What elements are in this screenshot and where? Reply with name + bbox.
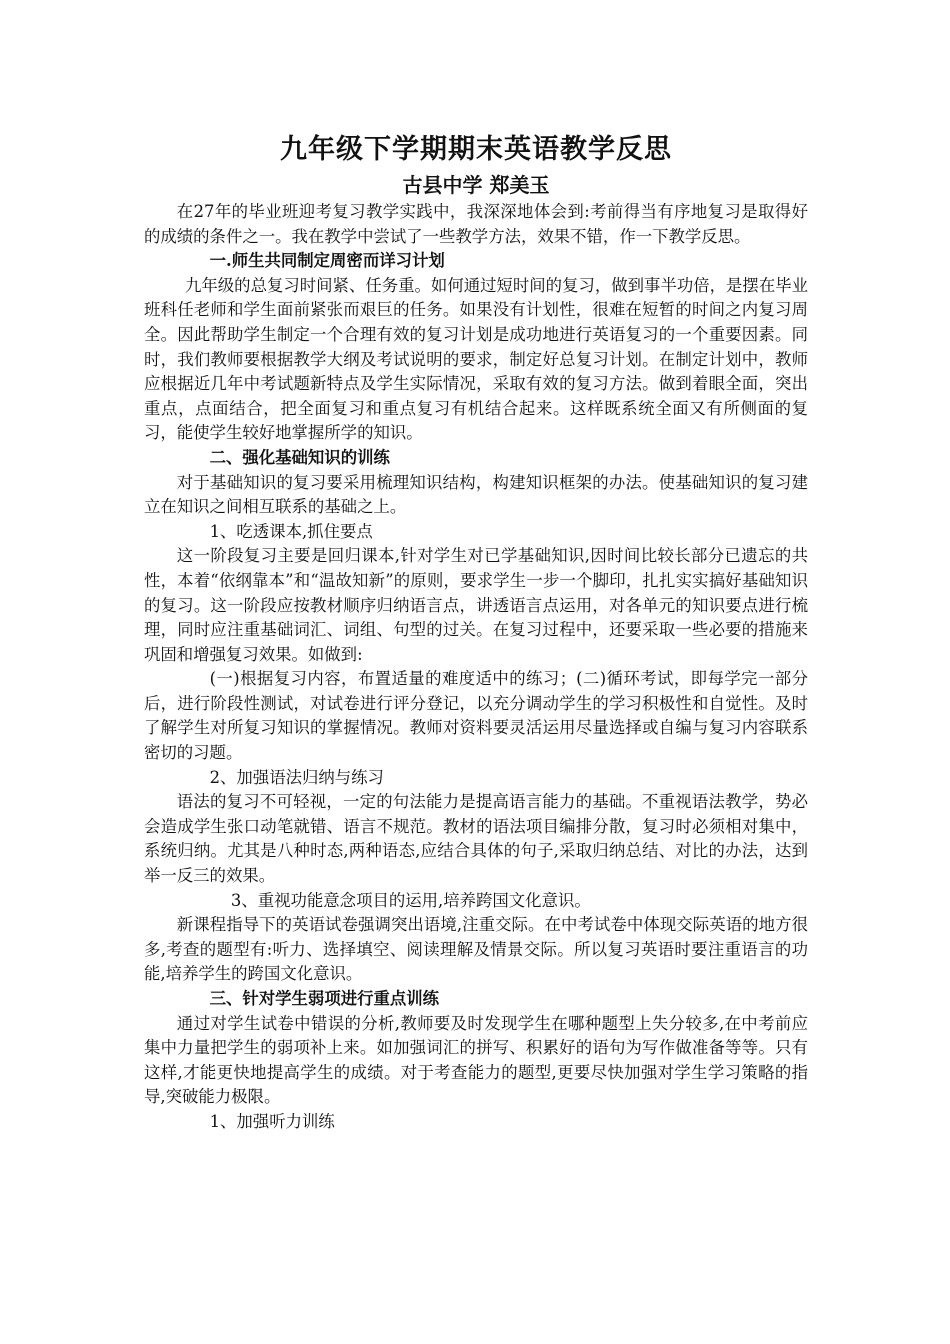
section-2-item-3-paragraph: 新课程指导下的英语试卷强调突出语境,注重交际。在中考试卷中体现交际英语的地方很多,考查的题型有:听力、选择填空、阅读理解及情景交际。所以复习英语时要注重语言的功能,培养学生的跨国文化意识。 bbox=[144, 915, 808, 984]
section-2-item-2-paragraph: 语法的复习不可轻视，一定的句法能力是提高语言能力的基础。不重视语法教学，势必会造成学生张口动笔就错、语言不规范。教材的语法项目编排分散，复习时必须相对集中，系统归纳。尤其是八种时态,两种语态,应结合具体的句子,采取归纳总结、对比的办法，达到举一反三的效果。 bbox=[144, 792, 808, 886]
document-author: 古县中学 郑美玉 bbox=[402, 173, 550, 197]
section-1-paragraph: 九年级的总复习时间紧、任务重。如何通过短时间的复习，做到事半功倍，是摆在毕业班科任老师和学生面前紧张而艰巨的任务。如果没有计划性，很难在短暂的时间之内复习周全。因此帮助学生制定一个合理有效的复习计划是成功地进行英语复习的一个重要因素。同时，我们教师要根据教学大纲及考试说明的要求，制定好总复习计划。在制定计划中，教师应根据近几年中考试题新特点及学生实际情况，采取有效的复习方法。做到着眼全面，突出重点，点面结合，把全面复习和重点复习有机结合起来。这样既系统全面又有所侧面的复习，能使学生较好地掌握所学的知识。 bbox=[144, 275, 808, 443]
section-2-item-3-title: 3、重视功能意念项目的运用,培养跨国文化意识。 bbox=[230, 890, 591, 910]
section-3-item-1-title: 1、加强听力训练 bbox=[209, 1111, 335, 1131]
section-3-paragraph: 通过对学生试卷中错误的分析,教师要及时发现学生在哪种题型上失分较多,在中考前应集中力量把学生的弱项补上来。如加强词汇的拼写、积累好的语句为写作做准备等等。只有这样,才能更快地提高学生的成绩。对于考查能力的题型,更要尽快加强对学生学习策略的指导,突破能力极限。 bbox=[144, 1013, 808, 1107]
section-2-item-2-title: 2、加强语法归纳与练习 bbox=[209, 767, 384, 787]
section-2-item-1-title: 1、吃透课本,抓住要点 bbox=[209, 521, 373, 541]
intro-paragraph: 在27年的毕业班迎考复习教学实践中，我深深地体会到:考前得当有序地复习是取得好的成绩的条件之一。我在教学中尝试了一些教学方法，效果不错，作一下教学反思。 bbox=[144, 202, 808, 246]
section-2-intro-paragraph: 对于基础知识的复习要采用梳理知识结构，构建知识框架的办法。使基础知识的复习建立在知识之间相互联系的基础之上。 bbox=[144, 472, 808, 517]
section-1-heading: 一.师生共同制定周密而详习计划 bbox=[209, 251, 445, 271]
section-3-heading: 三、针对学生弱项进行重点训练 bbox=[209, 989, 440, 1008]
document-body bbox=[144, 130, 808, 1135]
document-title: 九年级下学期期末英语教学反思 bbox=[280, 134, 672, 165]
section-2-item-1-paragraph: 这一阶段复习主要是回归课本,针对学生对已学基础知识,因时间比较长部分已遗忘的共性，本着“依纲靠本”和“温故知新”的原则，要求学生一步一个脚印，扎扎实实搞好基础知识的复习。这一阶段应按教材顺序归纳语言点，讲透语言点运用，对各单元的知识要点进行梳理，同时应注重基础词汇、词组、句型的过关。在复习过程中，还要采取一些必要的措施来巩固和增强复习效果。如做到: bbox=[144, 546, 808, 664]
section-2-item-1-list: (一)根据复习内容，布置适量的难度适中的练习；(二)循环考试，即每学完一部分后，进行阶段性测试，对试卷进行评分登记，以充分调动学生的学习积极性和自觉性。及时了解学生对所复习知识的掌握情况。教师对资料要灵活运用尽量选择或自编与复习内容联系密切的习题。 bbox=[144, 669, 808, 763]
section-2-heading: 二、强化基础知识的训练 bbox=[209, 447, 390, 467]
